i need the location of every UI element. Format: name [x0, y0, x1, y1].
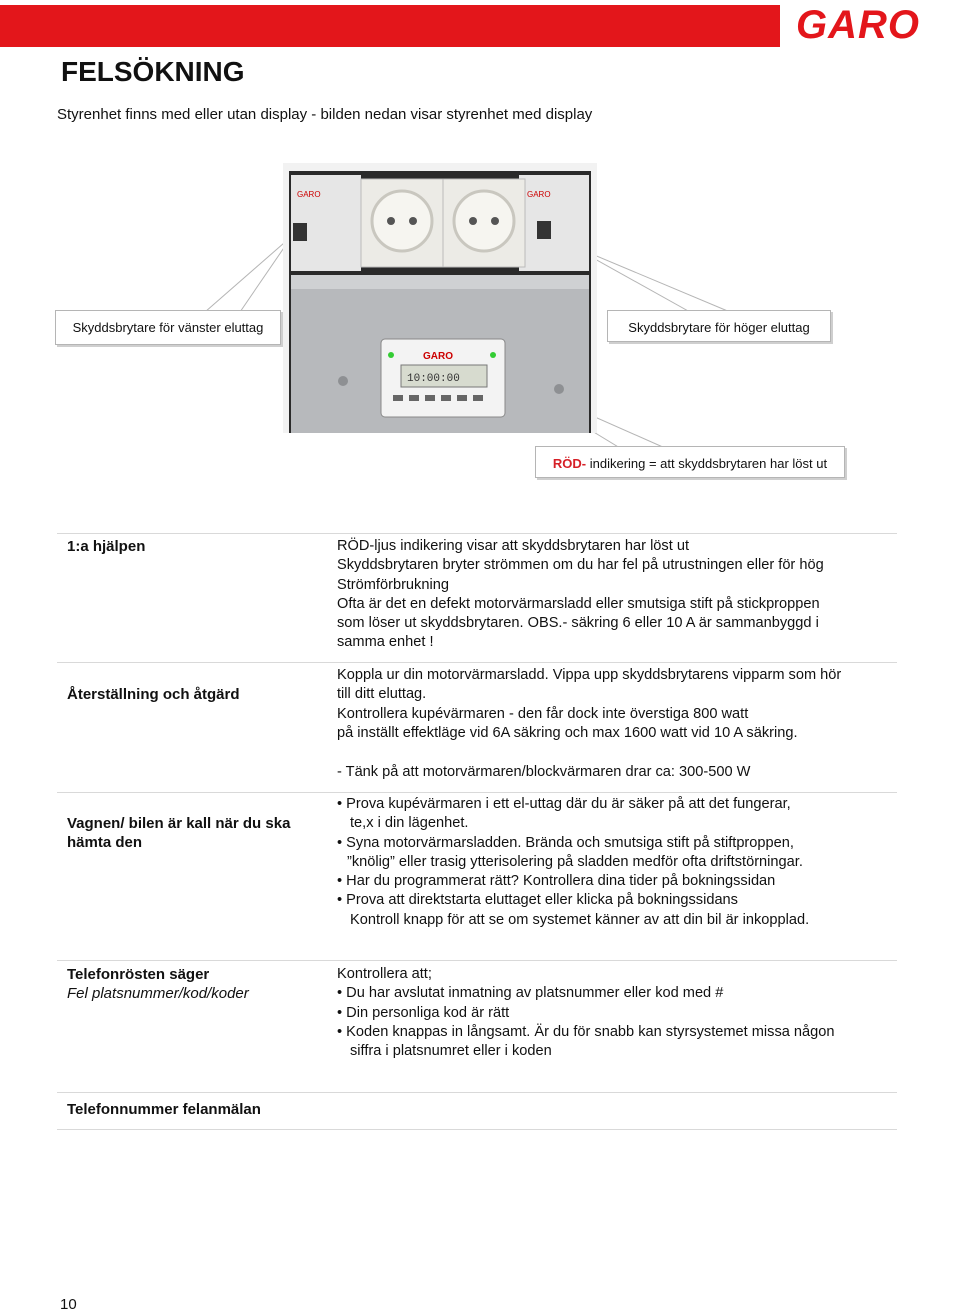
callout-red-prefix: RÖD-	[552, 456, 587, 471]
section-label-report: Telefonnummer felanmälan	[67, 1101, 261, 1118]
callout-left-text: Skyddsbrytare för vänster eluttag	[72, 320, 264, 335]
section-text-phone: Kontrollera att; • Du har avslutat inmatning av platsnummer eller kod med # • Din personliga kod är rätt • Koden knappas in långsamt. Är du för snabb kan styrsystemet missa någon siffra i platsnumret eller i koden	[337, 966, 835, 1060]
divider	[57, 792, 897, 793]
divider	[57, 1129, 897, 1130]
section-label-phone: Telefonrösten säger Fel platsnummer/kod/koder	[67, 966, 249, 1002]
svg-text:10:00:00: 10:00:00	[407, 373, 460, 385]
garo-logo: GARO	[796, 3, 920, 47]
svg-text:GARO: GARO	[527, 190, 551, 199]
divider	[57, 533, 897, 534]
section-label-cold: Vagnen/ bilen är kall när du ska hämta den	[67, 815, 291, 851]
callout-red-text: indikering = att skyddsbrytaren har löst ut	[586, 456, 828, 471]
divider	[57, 1092, 897, 1093]
divider	[57, 662, 897, 663]
leader-left	[205, 236, 292, 312]
section-label-reset: Återställning och åtgärd	[67, 686, 240, 703]
callout-right-breaker	[607, 310, 831, 342]
section-text-help: RÖD-ljus indikering visar att skyddsbrytaren har löst ut Skyddsbrytaren bryter strömmen om du har fel på utrustningen eller för hög Strömförbrukning Ofta är det en defekt motorvärmarsladd eller smutsiga stift på stickproppen som löser ut skyddsbrytaren. OBS.- säkring 6 eller 10 A är sammanbyggd i samma enhet !	[337, 538, 824, 651]
page-number: 10	[60, 1296, 77, 1313]
callout-left-breaker	[55, 310, 281, 345]
page-title: FELSÖKNING	[61, 56, 245, 87]
section-text-reset: Koppla ur din motorvärmarsladd. Vippa upp skyddsbrytarens vipparm som hör till ditt eluttag. Kontrollera kupévärmaren - den får dock inte överstiga 800 watt på inställt effektläge vid 6A säkring och max 1600 watt vid 10 A säkring.	[337, 667, 842, 741]
svg-text:GARO: GARO	[423, 351, 453, 362]
svg-text:GARO: GARO	[297, 190, 321, 199]
section-label-help: 1:a hjälpen	[67, 538, 146, 555]
charging-post-photo	[283, 163, 597, 433]
reset-note: - Tänk på att motorvärmaren/blockvärmaren drar ca: 300-500 W	[337, 764, 751, 780]
page-subtitle: Styrenhet finns med eller utan display - bilden nedan visar styrenhet med display	[57, 106, 593, 123]
callout-red-indication	[535, 446, 845, 478]
section-text-cold: • Prova kupévärmaren i ett el-uttag där du är säker på att det fungerar, te,x i din lägenhet. • Syna motorvärmarsladden. Brända och smutsiga stift på stiftproppen, ”knölig” eller trasig ytterisolering på sladden medför ofta driftstörningar. • Har du programmerat rätt? Kontrollera dina tider på bokningssidan • Prova att direktstarta eluttaget eller klicka på bokningssidans Kontroll knapp för att se om systemet känner av att din bil är inkopplad.	[337, 796, 810, 928]
callout-right-text: Skyddsbrytare för höger eluttag	[628, 320, 810, 335]
divider	[57, 960, 897, 961]
